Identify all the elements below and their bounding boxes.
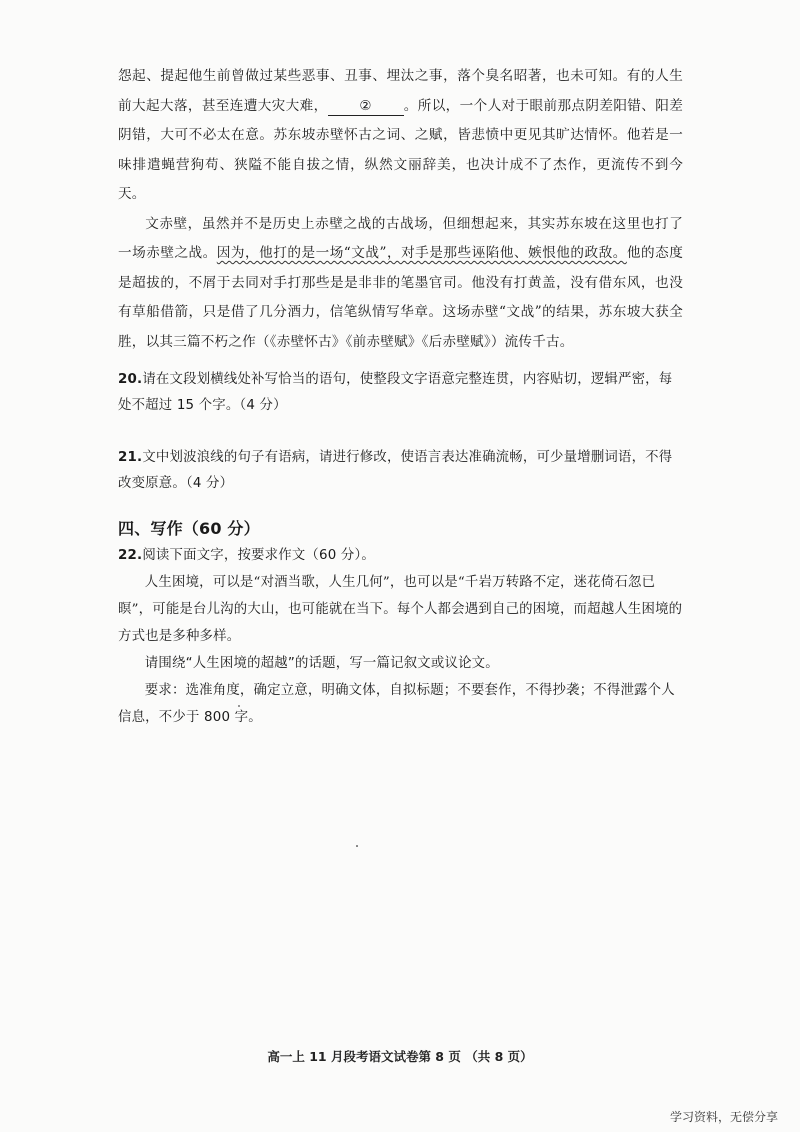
essay-requirements: 要求：选准角度，确定立意，明确文体，自拟标题；不要套作，不得抄袭；不得泄露个人信息，不少于 800 字。 bbox=[118, 683, 675, 725]
wavy-underlined-sentence: 因为，他打的是一场“文战”，对手是那些诬陷他、嫉恨他的政敌。 bbox=[216, 245, 627, 261]
answer-blank-2: ② bbox=[328, 97, 404, 116]
passage-paragraph-2 bbox=[118, 210, 683, 358]
passage-p1-part-b: 。所以，一个人对于眼前那点阴差阳错、阳差阴错，大可不必太在意。苏东坡赤壁怀古之词、之赋，皆悲愤中更见其旷达情怀。他若是一味排遣蝇营狗苟、狭隘不能自拔之情，纵然文丽辞美，也决计成不了杰作，更流传不到今天。 bbox=[118, 97, 684, 202]
essay-material: 人生困境，可以是“对酒当歌，人生几何”，也可以是“千岩万转路不定，迷花倚石忽已暝”，可能是台儿沟的大山，也可能就在当下。每个人都会遇到自己的困境，而超越人生困境的方式也是多种多样。 bbox=[118, 575, 683, 644]
page-content bbox=[118, 62, 683, 731]
question-21-number: 21. bbox=[118, 450, 143, 465]
question-22-number: 22. bbox=[118, 548, 143, 563]
scan-speck bbox=[238, 705, 240, 707]
writing-section-title: 四、写作（60 分） bbox=[118, 519, 260, 538]
passage-p2-part-a: 文赤壁，虽然并不是历史上赤壁之战的古战场，但细想起来，其实苏东坡在这里也打了一场赤壁之战。 bbox=[118, 215, 683, 261]
scan-speck bbox=[356, 845, 358, 847]
question-20 bbox=[118, 367, 683, 419]
question-20-text: 请在文段划横线处补写恰当的语句，使整段文字语意完整连贯，内容贴切，逻辑严密，每处不超过 15 个字。（4 分） bbox=[118, 372, 673, 413]
passage-p1-part-a: 怨起、提起他生前曾做过某些恶事、丑事、埋汰之事，落个臭名昭著，也未可知。有的人生前大起大落，甚至连遭大灾大难， bbox=[118, 68, 683, 114]
question-21 bbox=[118, 445, 683, 497]
question-21-text: 文中划波浪线的句子有语病，请进行修改，使语言表达准确流畅，可少量增删词语，不得改变原意。（4 分） bbox=[118, 450, 673, 491]
share-watermark: 学习资料，无偿分享 bbox=[669, 1110, 778, 1124]
question-22 bbox=[118, 543, 683, 569]
question-20-number: 20. bbox=[118, 372, 143, 387]
passage-paragraph-1 bbox=[118, 62, 683, 210]
essay-task: 请围绕“人生困境的超越”的话题，写一篇记叙文或议论文。 bbox=[144, 656, 499, 671]
question-22-text: 阅读下面文字，按要求作文（60 分）。 bbox=[142, 548, 375, 563]
page-footer: 高一上 11 月段考语文试卷第 8 页 （共 8 页） bbox=[267, 1049, 533, 1064]
passage-p2-part-b: 他的态度是超拔的，不屑于去同对手打那些是是非非的笔墨官司。他没有打黄盖，没有借东风，也没有草船借箭，只是借了几分酒力，信笔纵情写华章。这场赤壁“文战”的结果，苏东坡大获全胜，以其三篇不朽之作（《赤壁怀古》《前赤壁赋》《后赤壁赋》）流传千古。 bbox=[118, 245, 683, 350]
